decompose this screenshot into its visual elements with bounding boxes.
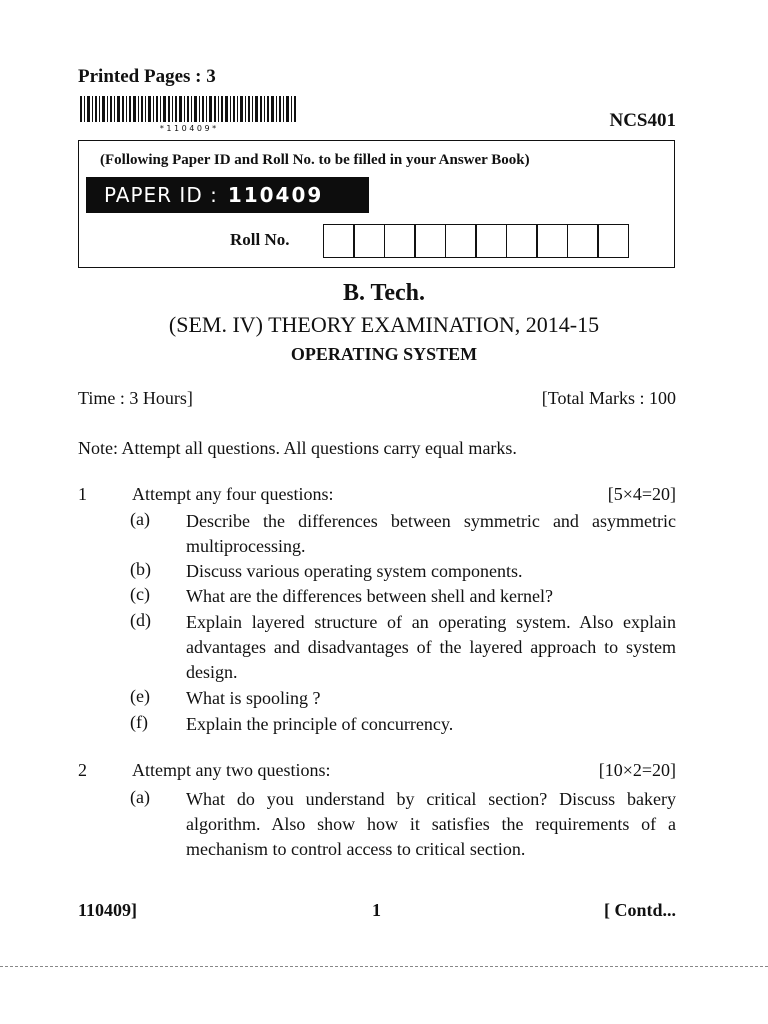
course-code: NCS401	[609, 110, 676, 131]
roll-no-box	[597, 224, 629, 258]
part-label: (a)	[130, 509, 150, 529]
barcode-digits: * 1 1 0 4 0 9 *	[159, 124, 217, 132]
subject-title: OPERATING SYSTEM	[290, 344, 478, 364]
page-edge-divider	[0, 966, 768, 968]
part-text: Explain the principle of concurrency.	[186, 714, 454, 734]
paper-id-value: 110409	[227, 183, 324, 207]
part-label: (b)	[130, 559, 151, 579]
roll-no-box	[567, 224, 599, 258]
box-note: (Following Paper ID and Roll No. to be filled in your Answer Book)	[100, 152, 530, 168]
part-label: (a)	[130, 787, 150, 807]
roll-no-label: Roll No.	[230, 230, 290, 249]
part-label: (e)	[130, 686, 150, 706]
paper-id-label: PAPER ID :	[104, 183, 218, 207]
question-marks: [5×4=20]	[607, 484, 676, 504]
degree-title: B. Tech.	[342, 280, 426, 306]
question-heading: Attempt any two questions:	[132, 760, 331, 780]
roll-no-box	[414, 224, 446, 258]
part-text: Explain layered structure of an operating system. Also explain advantages and disadvantages of the layered approach to system design.	[186, 612, 676, 682]
question-marks: [10×2=20]	[598, 760, 676, 780]
part-text: What are the differences between shell and kernel?	[186, 586, 553, 606]
footer-paper-id: 110409]	[78, 900, 138, 920]
page-number: 1	[372, 900, 381, 920]
roll-no-boxes	[324, 224, 629, 258]
part-text: What do you understand by critical section? Discuss bakery algorithm. Also show how it satisfies the requirements of a mechanism to control access to critical section.	[186, 789, 676, 859]
total-marks: [Total Marks : 100	[541, 388, 676, 408]
part-label: (f)	[130, 712, 148, 732]
roll-no-box	[506, 224, 538, 258]
roll-no-box	[445, 224, 477, 258]
continued-label: [ Contd...	[603, 900, 676, 920]
roll-no-box	[323, 224, 355, 258]
part-label: (c)	[130, 584, 150, 604]
question-number: 2	[78, 760, 87, 780]
part-text: Describe the differences between symmetric and asymmetric multiprocessing.	[186, 511, 676, 556]
instructions-note: Note: Attempt all questions. All questions carry equal marks.	[78, 438, 517, 458]
barcode	[78, 96, 298, 132]
roll-no-box	[536, 224, 568, 258]
part-label: (d)	[130, 610, 151, 630]
roll-no-box	[475, 224, 507, 258]
paper-id-banner	[86, 177, 369, 213]
exam-title: (SEM. IV) THEORY EXAMINATION, 2014-15	[168, 312, 600, 337]
roll-no-box	[384, 224, 416, 258]
roll-no-box	[353, 224, 385, 258]
part-text: Discuss various operating system components.	[186, 561, 523, 581]
time-allowed: Time : 3 Hours]	[78, 388, 193, 408]
part-text: What is spooling ?	[186, 688, 321, 708]
question-heading: Attempt any four questions:	[132, 484, 334, 504]
printed-pages: Printed Pages : 3	[78, 66, 216, 87]
question-number: 1	[78, 484, 87, 504]
